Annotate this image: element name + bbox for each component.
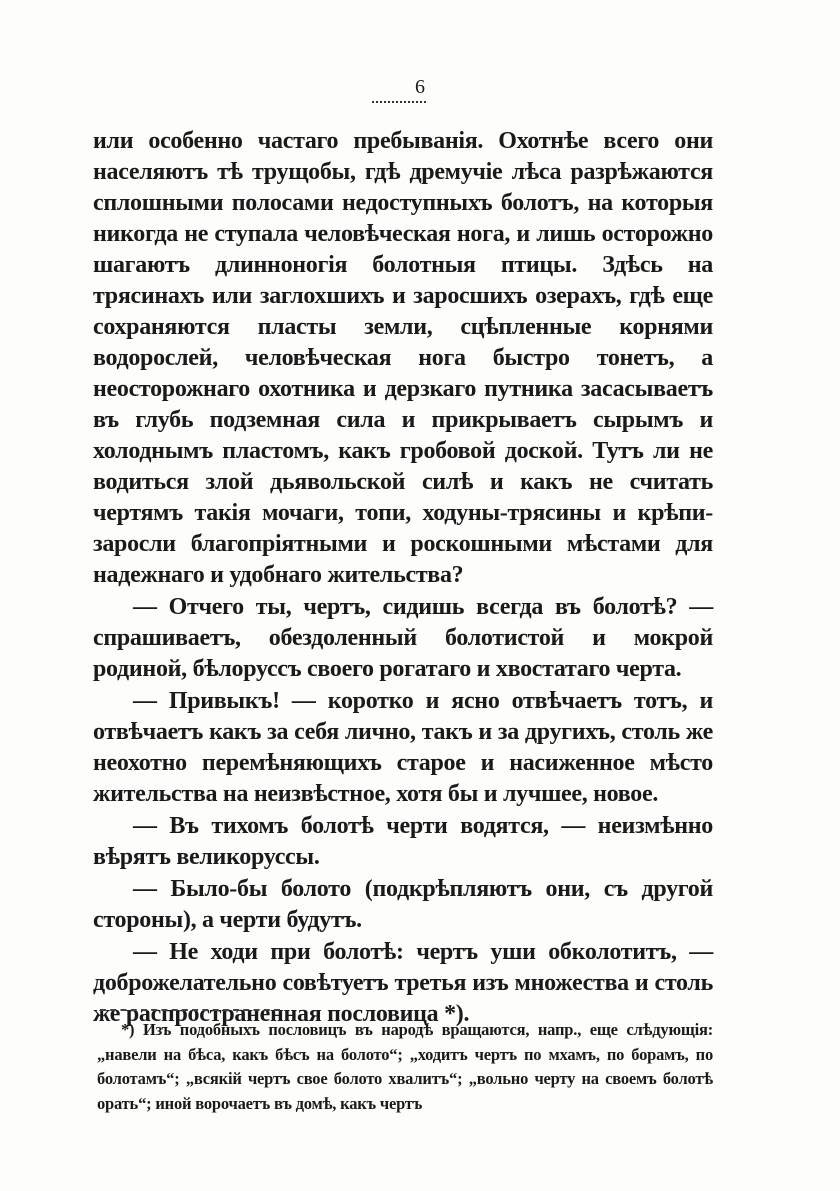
- paragraph-1: или особенно частаго пребыванія. Охотнѣе всего они населяютъ тѣ трущобы, гдѣ дремучіе лѣса разрѣжаются сплошными полосами недоступныхъ болотъ, на которыя никогда не ступала человѣческая нога, и лишь осторожно шагаютъ длинноногія болотныя птицы. Здѣсь на трясинахъ или заглохшихъ и заросшихъ озерахъ, гдѣ еще сохраняются пласты земли, сцѣпленные корнями водорослей, человѣческая нога быстро тонетъ, а неосторожнаго охотника и дерзкаго путника засасываетъ въ глубь подземная сила и прикрываетъ сырымъ и холоднымъ пластомъ, какъ гробовой доской. Тутъ ли не водиться злой дьявольской силѣ и какъ не считать чертямъ такія мочаги, топи, ходуны-трясины и крѣпи-заросли благопріятными и роскошными мѣстами для надежнаго и удобнаго жительства?: [93, 128, 713, 588]
- paragraph-6: — Не ходи при болотѣ: чертъ уши обколотитъ, — доброжелательно совѣтуетъ третья изъ множества и столь же распространенная пословица *).: [93, 939, 713, 1027]
- page-number: 6: [415, 76, 425, 98]
- header-rule: [372, 101, 426, 103]
- body-text: [93, 126, 713, 1030]
- paragraph-2: — Отчего ты, чертъ, сидишь всегда въ болотѣ? — спрашиваетъ, обездоленный болотистой и мокрой родиной, бѣлоруссъ своего рогатаго и хвостатаго черта.: [93, 594, 713, 682]
- paragraph-5: — Было-бы болото (подкрѣпляютъ они, съ другой стороны), а черти будутъ.: [93, 876, 713, 933]
- paragraph-4: — Въ тихомъ болотѣ черти водятся, — неизмѣнно вѣрятъ великоруссы.: [93, 813, 713, 870]
- footnote: *) Изъ подобныхъ пословицъ въ народѣ вращаются, напр., еще слѣдующія: „навели на бѣса, какъ бѣсъ на болото“; „ходитъ чертъ по мхамъ, по борамъ, по болотамъ“; „всякій чертъ свое болото хвалитъ“; „вольно черту на своемъ болотѣ орать“; иной ворочаетъ въ домѣ, какъ чертъ: [97, 1020, 713, 1113]
- footnote-rule: [100, 1009, 280, 1011]
- paragraph-3: — Привыкъ! — коротко и ясно отвѣчаетъ тотъ, и отвѣчаетъ какъ за себя лично, такъ и за другихъ, столь же неохотно перемѣняющихъ старое и насиженное мѣсто жительства на неизвѣстное, хотя бы и лучшее, новое.: [93, 688, 713, 807]
